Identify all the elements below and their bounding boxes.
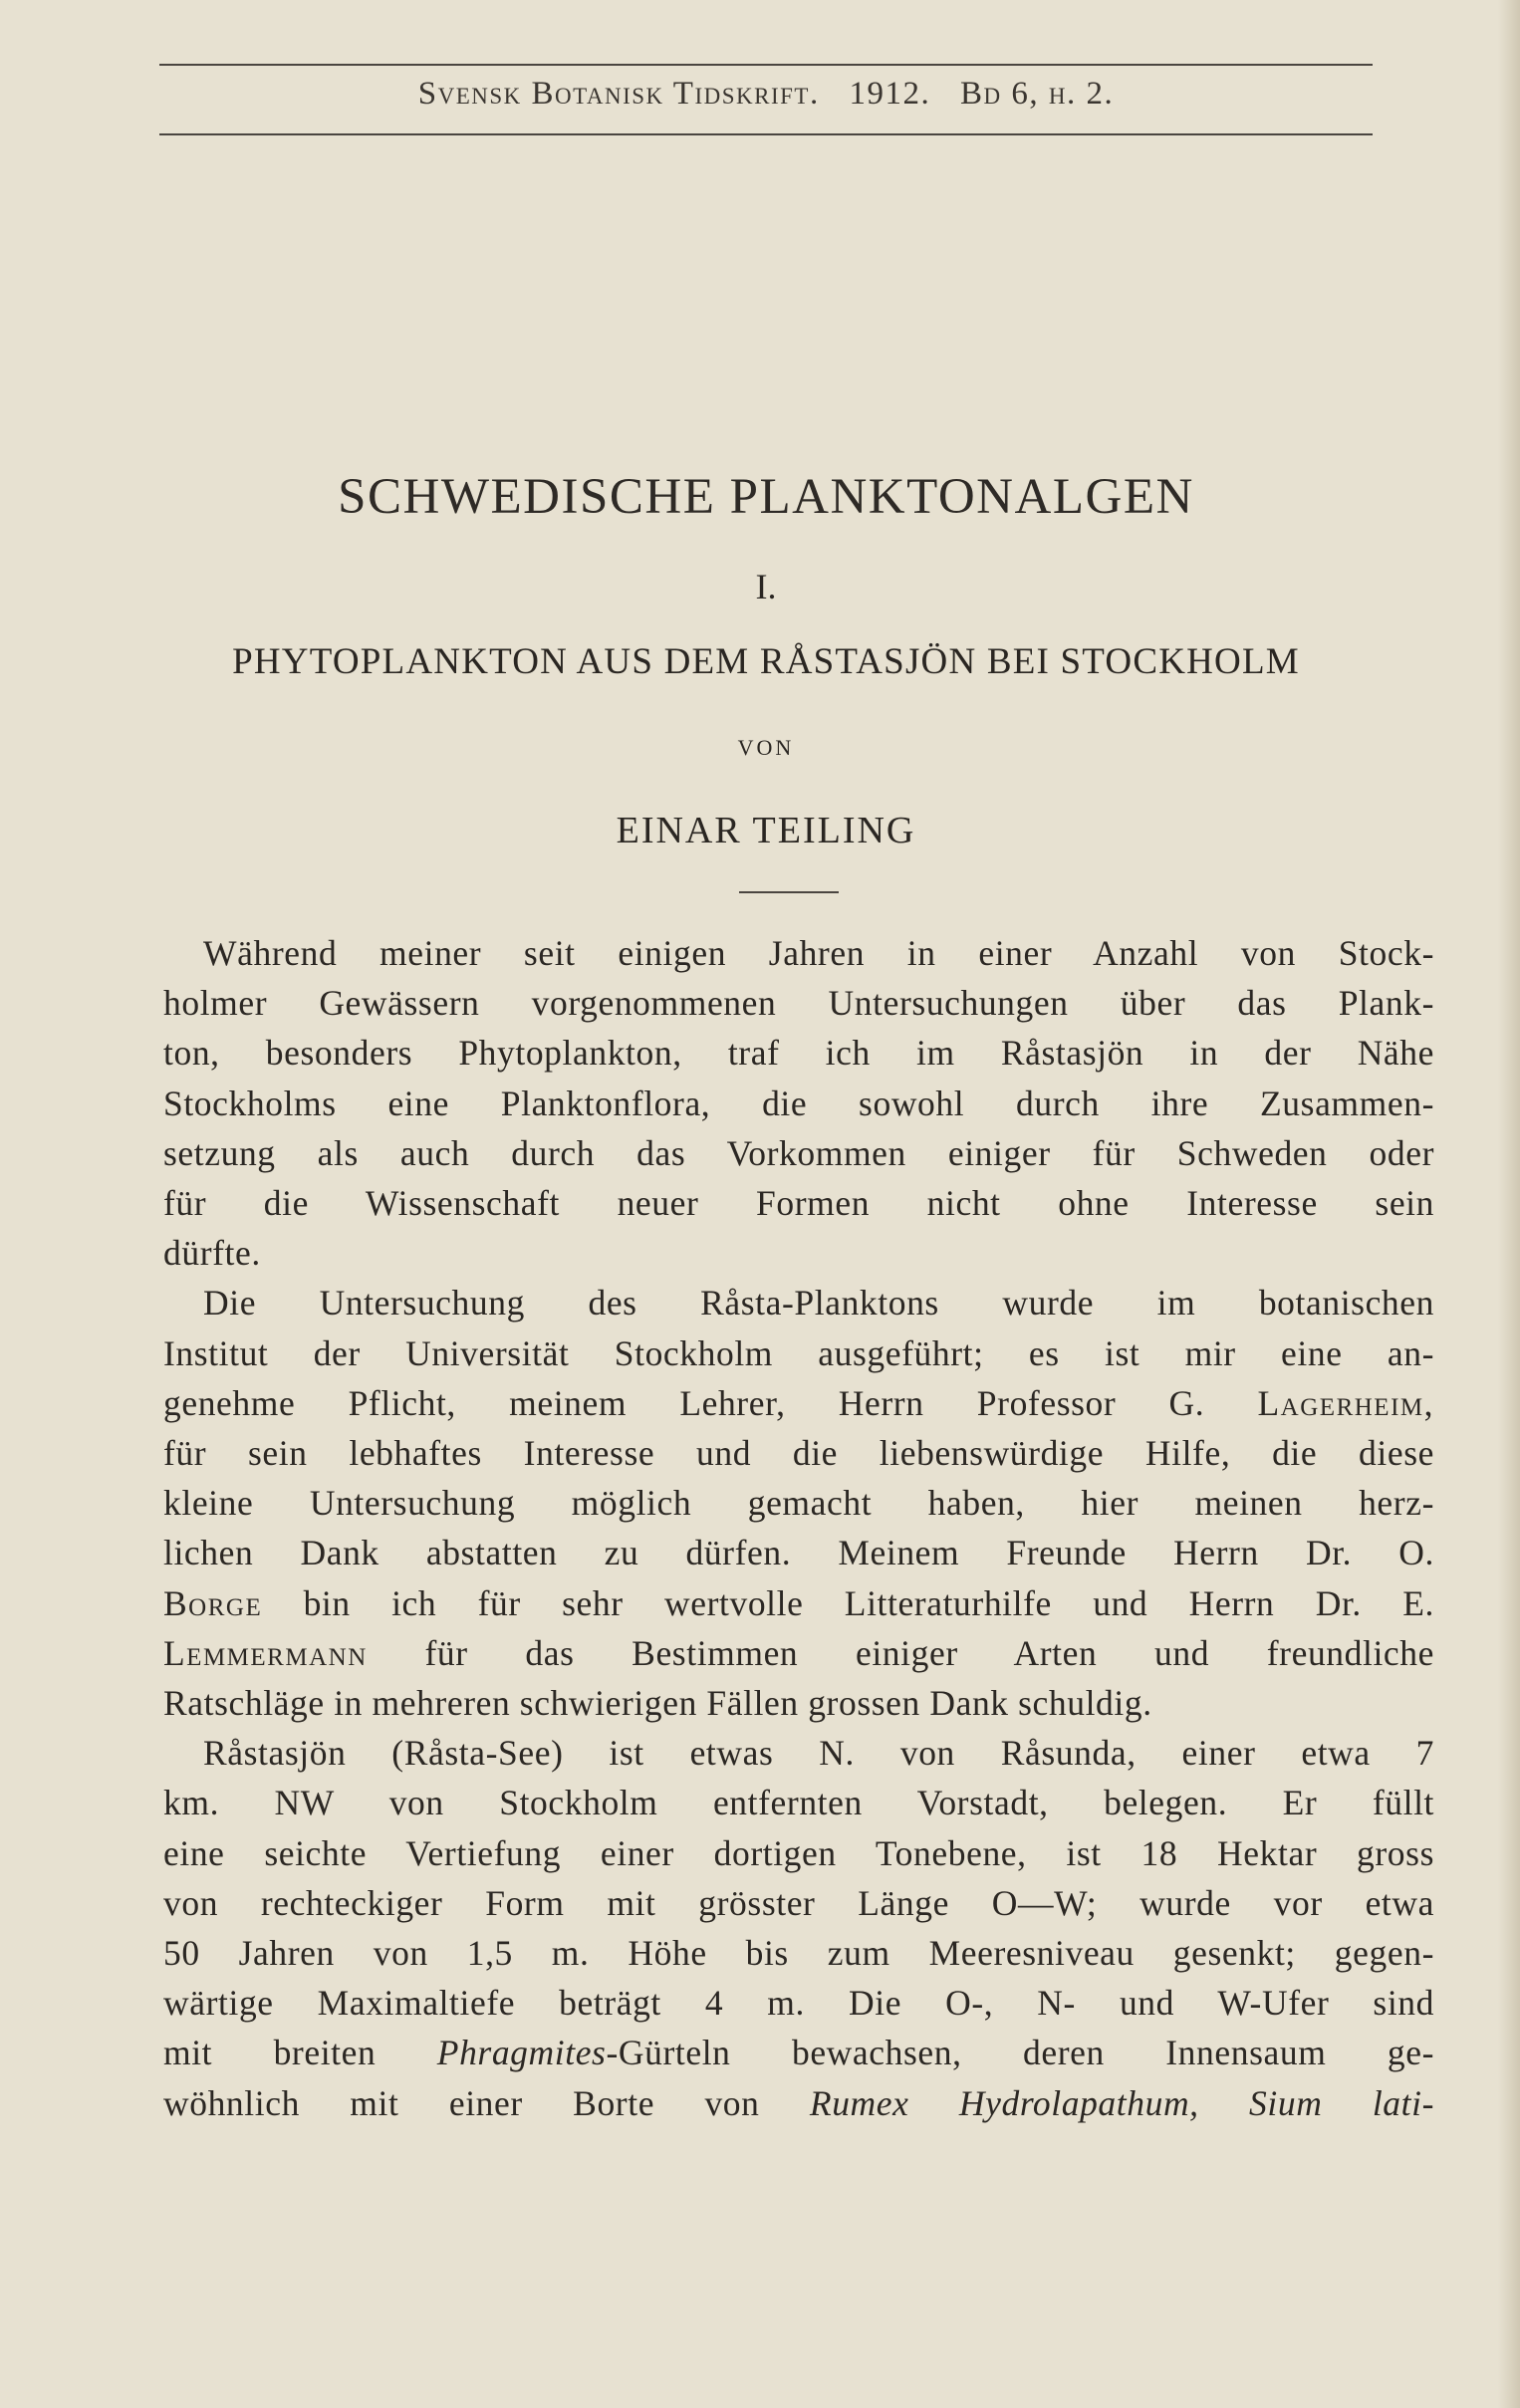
paragraph-1 xyxy=(163,928,1434,1278)
running-header xyxy=(159,76,1373,113)
text-line: km. NW von Stockholm entfernten Vorstadt, belegen. Er füllt xyxy=(163,1783,1434,1823)
taxon-name: Phragmites xyxy=(436,2033,607,2073)
byline-von: VON xyxy=(737,735,795,760)
journal-name: Svensk Botanisk Tidskrift. xyxy=(417,76,820,112)
text-line: eine seichte Vertiefung einer dortigen Tonebene, ist 18 Hektar gross xyxy=(163,1832,1434,1873)
text-line: Die Untersuchung des Råsta-Planktons wurde im botanischen xyxy=(203,1283,1434,1324)
text-line: holmer Gewässern vorgenommenen Untersuchungen über das Plank- xyxy=(163,983,1434,1024)
author-reference: Borge xyxy=(163,1582,263,1623)
text-line: dürfte. xyxy=(163,1233,261,1274)
text-run: mit breiten xyxy=(163,2033,377,2073)
text-line: kleine Untersuchung möglich gemacht haben, hier meinen herz- xyxy=(163,1483,1434,1524)
text-run: genehme Pflicht, meinem Lehrer, Herrn Professor G. xyxy=(163,1382,1205,1423)
text-line: setzung als auch durch das Vorkommen einiger für Schweden oder xyxy=(163,1132,1434,1173)
text-line: lichen Dank abstatten zu dürfen. Meinem Freunde Herrn Dr. O. xyxy=(163,1533,1434,1573)
header-rule-top xyxy=(159,64,1373,66)
article-title: SCHWEDISCHE PLANKTONALGEN xyxy=(338,469,1194,525)
text-line: 50 Jahren von 1,5 m. Höhe bis zum Meeresniveau gesenkt; gegen- xyxy=(163,1933,1434,1974)
italic-run xyxy=(437,2033,1434,2072)
text-line xyxy=(163,2078,1434,2128)
text-line: Stockholms eine Planktonflora, die sowohl durch ihre Zusammen- xyxy=(163,1083,1434,1123)
paragraph-3 xyxy=(163,1728,1434,2128)
text-line xyxy=(163,1628,1434,1678)
text-line: ton, besonders Phytoplankton, traf ich im Råstasjön in der Nähe xyxy=(163,1033,1434,1074)
author-reference: Lagerheim, xyxy=(1257,1382,1434,1423)
article-body xyxy=(163,928,1434,2128)
journal-year: 1912. xyxy=(849,76,931,112)
taxon-name: Rumex Hydrolapathum, Sium lati- xyxy=(809,2082,1435,2123)
page-edge xyxy=(1498,0,1520,2408)
part-number: I. xyxy=(755,567,777,606)
text-line: wärtige Maximaltiefe beträgt 4 m. Die O-, N- und W-Ufer sind xyxy=(163,1983,1434,2024)
text-line xyxy=(163,1378,1434,1428)
text-line: Råstasjön (Råsta-See) ist etwas N. von Råsunda, einer etwa 7 xyxy=(203,1733,1434,1774)
title-divider xyxy=(739,891,839,893)
text-line: für sein lebhaftes Interesse und die liebenswürdige Hilfe, die diese xyxy=(163,1433,1434,1474)
journal-volume: Bd 6, h. 2. xyxy=(959,76,1115,112)
text-line: von rechteckiger Form mit grösster Länge O—W; wurde vor etwa xyxy=(163,1882,1434,1923)
author-reference: Lemmermann xyxy=(163,1632,368,1673)
text-run: für das Bestimmen einiger Arten und freundliche xyxy=(424,1632,1434,1673)
text-line: Während meiner seit einigen Jahren in einer Anzahl von Stock- xyxy=(203,933,1434,973)
text-line xyxy=(163,1578,1434,1628)
text-run: bin ich für sehr wertvolle Litteraturhilfe und Herrn Dr. E. xyxy=(303,1582,1434,1623)
header-rule-bottom xyxy=(159,133,1373,135)
text-line: für die Wissenschaft neuer Formen nicht ohne Interesse sein xyxy=(163,1183,1434,1224)
paragraph-2 xyxy=(163,1278,1434,1728)
text-line xyxy=(163,2028,1434,2077)
text-line: Ratschläge in mehreren schwierigen Fällen grossen Dank schuldig. xyxy=(163,1683,1152,1724)
text-line: Institut der Universität Stockholm ausgeführt; es ist mir eine an- xyxy=(163,1332,1434,1373)
author-name: EINAR TEILING xyxy=(616,810,916,851)
text-run: wöhnlich mit einer Borte von xyxy=(163,2082,760,2123)
article-subtitle: PHYTOPLANKTON AUS DEM RÅSTASJÖN BEI STOCKHOLM xyxy=(232,641,1300,682)
text-run: -Gürteln bewachsen, deren Innensaum ge- xyxy=(606,2033,1434,2073)
